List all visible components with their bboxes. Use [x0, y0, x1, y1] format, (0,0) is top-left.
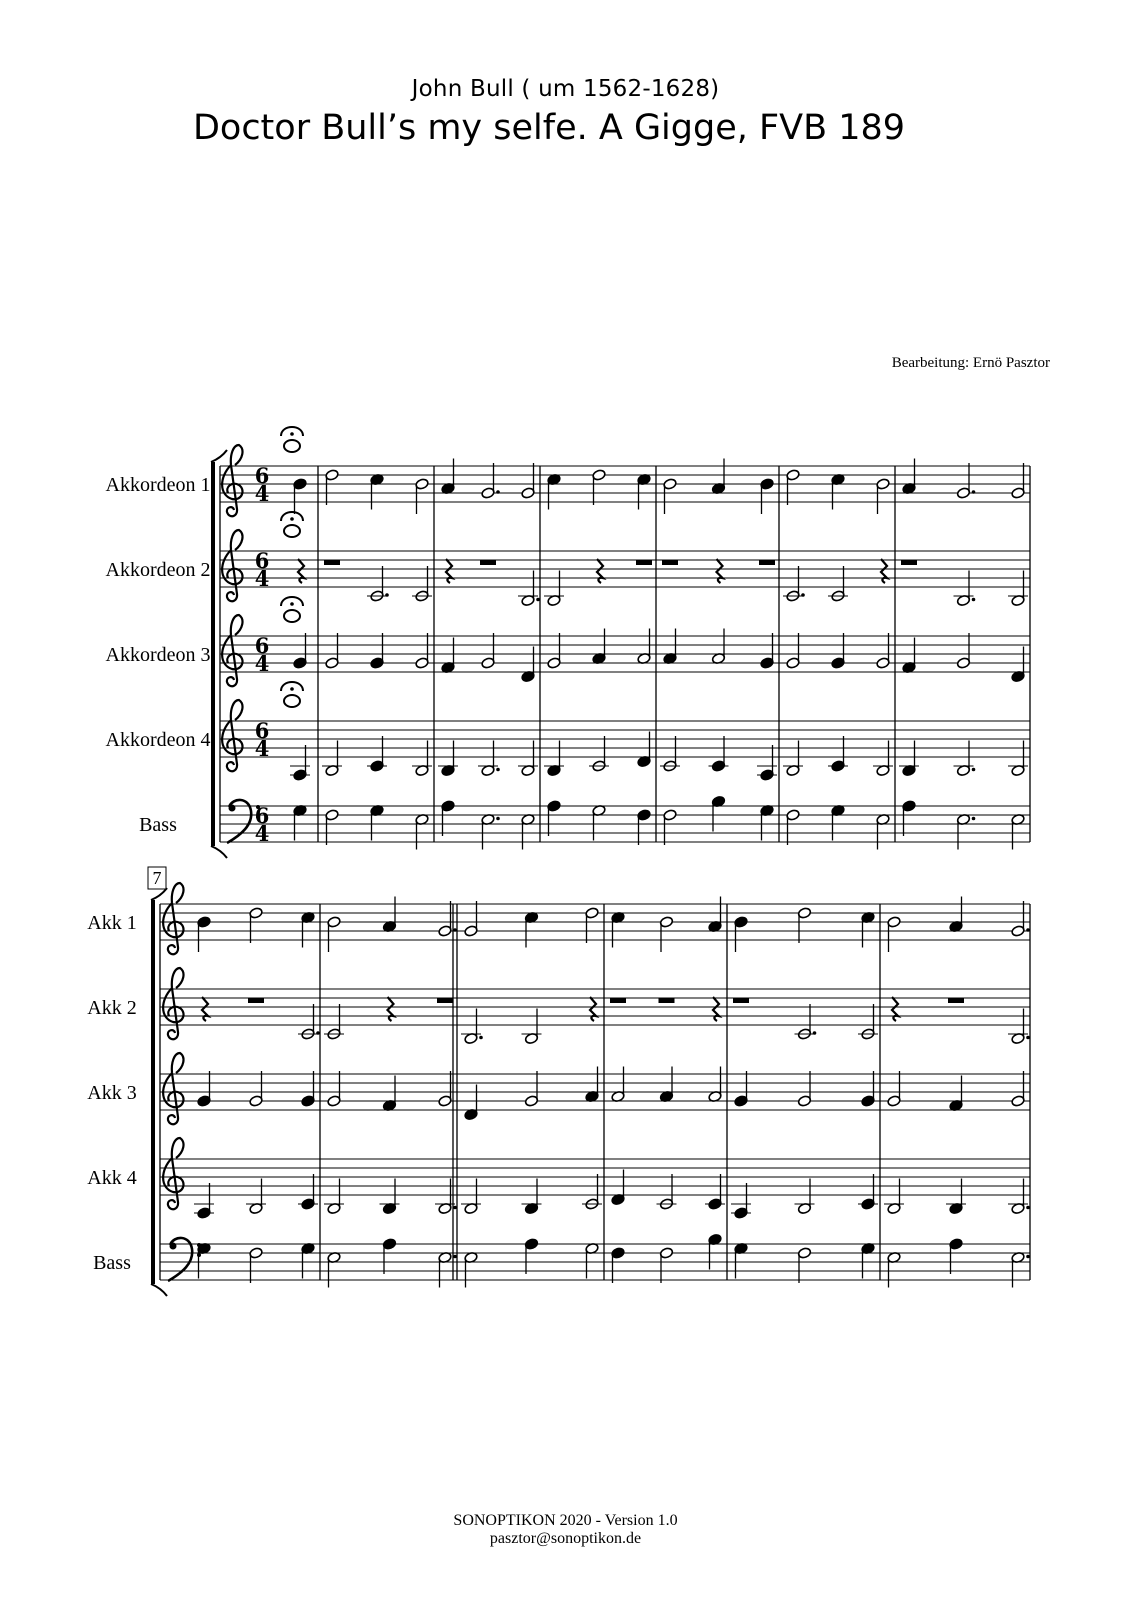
time-signature-denominator: 4 — [254, 651, 270, 676]
augmentation-dot — [453, 928, 457, 932]
whole-rest — [733, 998, 749, 1003]
arranger-credit: Bearbeitung: Ernö Pasztor — [891, 355, 1050, 371]
fermata-whole-note — [284, 440, 300, 452]
instrument-name: Akkordeon 3 — [105, 644, 211, 666]
treble-clef — [222, 700, 242, 771]
augmentation-dot — [453, 1206, 457, 1210]
treble-clef — [222, 530, 242, 601]
time-signature-denominator: 4 — [254, 481, 270, 506]
treble-clef — [163, 968, 183, 1039]
footer — [0, 1512, 1131, 1548]
instrument-name: Akkordeon 1 — [105, 474, 211, 496]
quarter-rest — [717, 559, 723, 583]
augmentation-dot — [1026, 1036, 1030, 1040]
footer-email: pasztor@sonoptikon.de — [489, 1530, 642, 1547]
quarter-rest — [388, 997, 394, 1021]
treble-clef — [163, 1138, 183, 1209]
quarter-rest — [590, 997, 596, 1021]
whole-rest — [948, 998, 964, 1003]
system-bracket — [211, 462, 215, 846]
time-signature-numerator: 6 — [254, 718, 270, 743]
quarter-rest — [881, 559, 887, 583]
augmentation-dot — [496, 768, 500, 772]
augmentation-dot — [972, 490, 976, 494]
augmentation-dot — [1026, 928, 1030, 932]
instrument-name: Akk 1 — [87, 912, 137, 934]
quarter-rest — [298, 559, 304, 583]
bracket-top-hook — [151, 888, 167, 900]
augmentation-dot — [1026, 1206, 1030, 1210]
bracket-bottom-hook — [211, 846, 227, 858]
treble-clef — [163, 1053, 183, 1124]
instrument-name: Bass — [139, 814, 177, 836]
whole-rest — [324, 560, 340, 565]
quarter-rest — [713, 997, 719, 1021]
treble-clef — [222, 445, 242, 516]
augmentation-dot — [972, 598, 976, 602]
augmentation-dot — [496, 817, 500, 821]
quarter-rest — [892, 997, 898, 1021]
composer: John Bull ( um 1562-1628) — [411, 76, 720, 102]
augmentation-dot — [972, 768, 976, 772]
footer-version: SONOPTIKON 2020 - Version 1.0 — [453, 1512, 678, 1529]
piece-title: Doctor Bull’s my selfe. A Gigge, FVB 189 — [192, 108, 906, 148]
quarter-rest — [597, 559, 603, 583]
time-signature-numerator: 6 — [254, 633, 270, 658]
fermata — [281, 682, 303, 691]
instrument-name: Akk 4 — [87, 1167, 137, 1189]
fermata-whole-note — [284, 610, 300, 622]
bracket-top-hook — [211, 450, 227, 462]
whole-rest — [901, 560, 917, 565]
treble-clef — [222, 615, 242, 686]
treble-clef — [163, 883, 183, 954]
whole-rest — [480, 560, 496, 565]
instrument-name: Akk 3 — [87, 1082, 137, 1104]
whole-rest — [636, 560, 652, 565]
fermata — [281, 427, 303, 436]
instrument-name: Bass — [93, 1252, 131, 1274]
augmentation-dot — [1026, 1255, 1030, 1259]
time-signature-numerator: 6 — [254, 803, 270, 828]
fermata-whole-note — [284, 525, 300, 537]
time-signature-denominator: 4 — [254, 736, 270, 761]
augmentation-dot — [972, 817, 976, 821]
time-signature-numerator: 6 — [254, 548, 270, 573]
measure-number: 7 — [152, 868, 162, 888]
quarter-rest — [446, 559, 452, 583]
augmentation-dot — [453, 1255, 457, 1259]
whole-rest — [610, 998, 626, 1003]
instrument-name: Akkordeon 4 — [105, 729, 211, 751]
time-signature-denominator: 4 — [254, 821, 270, 846]
augmentation-dot — [536, 598, 540, 602]
fermata-whole-note — [284, 695, 300, 707]
time-signature-numerator: 6 — [254, 463, 270, 488]
augmentation-dot — [479, 1036, 483, 1040]
time-signature-denominator: 4 — [254, 566, 270, 591]
whole-rest — [437, 998, 453, 1003]
instrument-name: Akk 2 — [87, 997, 137, 1019]
quarter-rest — [202, 997, 208, 1021]
augmentation-dot — [496, 490, 500, 494]
system-bracket — [151, 900, 155, 1284]
fermata — [281, 512, 303, 521]
whole-rest — [659, 998, 675, 1003]
whole-rest — [248, 998, 264, 1003]
fermata — [281, 597, 303, 606]
instrument-name: Akkordeon 2 — [105, 559, 211, 581]
whole-rest — [662, 560, 678, 565]
bracket-bottom-hook — [151, 1284, 167, 1296]
whole-rest — [759, 560, 775, 565]
